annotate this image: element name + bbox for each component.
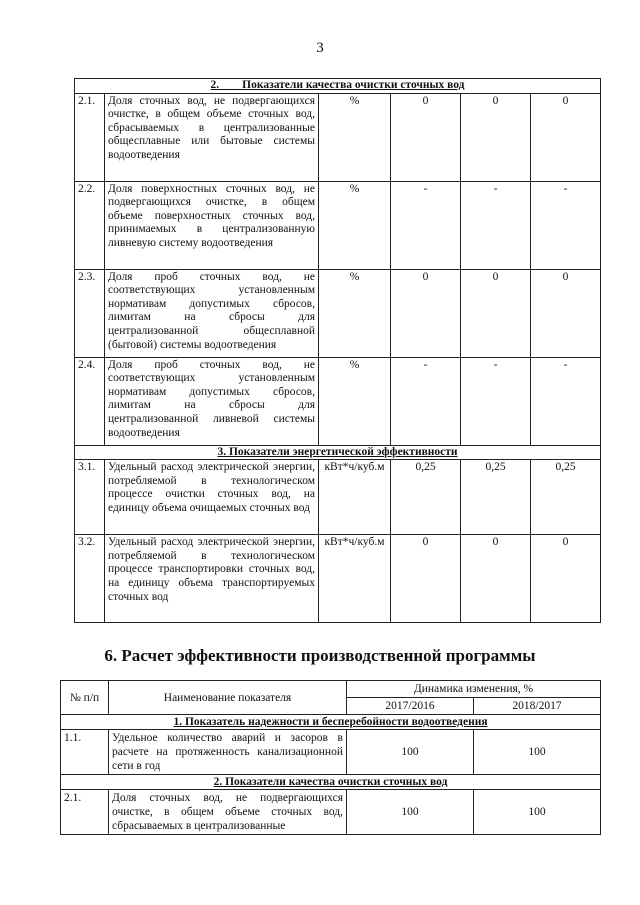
row-value-2: - (461, 357, 531, 445)
table-row (75, 181, 601, 269)
col-header-dynamics: Динамика изменения, % (347, 681, 601, 698)
row-value-3: 0 (531, 269, 601, 357)
section-header-row (61, 715, 601, 730)
col-header-name: Наименование показателя (109, 681, 347, 715)
row-value-1: 0 (391, 269, 461, 357)
row-value-3: 0 (531, 535, 601, 623)
section-title: 2. Показатели качества очистки сточных вод (61, 775, 601, 790)
section-title: 1. Показатель надежности и бесперебойности водоотведения (61, 715, 601, 730)
table-header-row (61, 681, 601, 698)
row-value-2: 0 (461, 535, 531, 623)
row-unit: кВт*ч/куб.м (319, 535, 391, 623)
section-header-row (61, 775, 601, 790)
row-value-1: - (391, 357, 461, 445)
table-row (61, 730, 601, 775)
section-header-row (75, 445, 601, 460)
section-title: 2. Показатели качества очистки сточных вод (75, 79, 601, 94)
row-description: Доля поверхностных сточных вод, не подвергающихся очистке, в общем объеме поверхностных сточных вод, принимаемых в централизованную ливневую систему водоотведения (105, 181, 319, 269)
col-header-year-2: 2018/2017 (474, 698, 601, 715)
row-number: 1.1. (61, 730, 109, 775)
row-description: Доля сточных вод, не подвергающихся очистке, в общем объеме сточных вод, сбрасываемых в централизованные (109, 790, 347, 835)
row-value-2: - (461, 181, 531, 269)
row-value-3: 0 (531, 93, 601, 181)
row-description: Доля сточных вод, не подвергающихся очистке, в общем объеме сточных вод, сбрасываемых в централизованные общесплавные или бытовые системы водоотведения (105, 93, 319, 181)
indicators-table (74, 78, 601, 623)
row-number: 2.3. (75, 269, 105, 357)
row-value-1: 100 (347, 790, 474, 835)
table-row (75, 93, 601, 181)
row-unit: % (319, 269, 391, 357)
row-value-2: 0 (461, 269, 531, 357)
row-value-1: 0 (391, 535, 461, 623)
section-6-title: 6. Расчет эффективности производственной программы (104, 646, 536, 665)
table-row (61, 790, 601, 835)
table-row (75, 460, 601, 535)
row-description: Удельное количество аварий и засоров в расчете на протяженность канализационной сети в год (109, 730, 347, 775)
row-value-2: 100 (474, 790, 601, 835)
table-row (75, 535, 601, 623)
row-description: Доля проб сточных вод, не соответствующих установленным нормативам допустимых сбросов, лимитам на сбросы для централизованной общесплавной (бытовой) системы водоотведения (105, 269, 319, 357)
row-value-3: - (531, 357, 601, 445)
table-row (75, 269, 601, 357)
row-value-1: 100 (347, 730, 474, 775)
row-unit: % (319, 357, 391, 445)
row-number: 2.1. (61, 790, 109, 835)
row-value-3: - (531, 181, 601, 269)
row-number: 2.2. (75, 181, 105, 269)
section-title: 3. Показатели энергетической эффективности (75, 445, 601, 460)
row-value-2: 0,25 (461, 460, 531, 535)
efficiency-table (60, 680, 601, 835)
row-unit: % (319, 93, 391, 181)
row-number: 2.4. (75, 357, 105, 445)
row-number: 3.2. (75, 535, 105, 623)
row-description: Доля проб сточных вод, не соответствующих установленным нормативам допустимых сбросов, лимитам на сбросы для централизованной ливневой системы водоотведения (105, 357, 319, 445)
page-number: 3 (316, 40, 324, 56)
row-description: Удельный расход электрической энергии, потребляемой в технологическом процессе транспортировки сточных вод, на единицу объема транспортируемых сточных вод (105, 535, 319, 623)
col-header-year-1: 2017/2016 (347, 698, 474, 715)
row-number: 2.1. (75, 93, 105, 181)
row-number: 3.1. (75, 460, 105, 535)
row-value-2: 100 (474, 730, 601, 775)
row-value-1: 0 (391, 93, 461, 181)
row-value-2: 0 (461, 93, 531, 181)
col-header-number: № п/п (61, 681, 109, 715)
row-description: Удельный расход электрической энергии, потребляемой в технологическом процессе очистки сточных вод, на единицу объема очищаемых сточных вод (105, 460, 319, 535)
row-value-3: 0,25 (531, 460, 601, 535)
row-unit: кВт*ч/куб.м (319, 460, 391, 535)
section-header-row (75, 79, 601, 94)
row-value-1: - (391, 181, 461, 269)
row-unit: % (319, 181, 391, 269)
table-row (75, 357, 601, 445)
row-value-1: 0,25 (391, 460, 461, 535)
